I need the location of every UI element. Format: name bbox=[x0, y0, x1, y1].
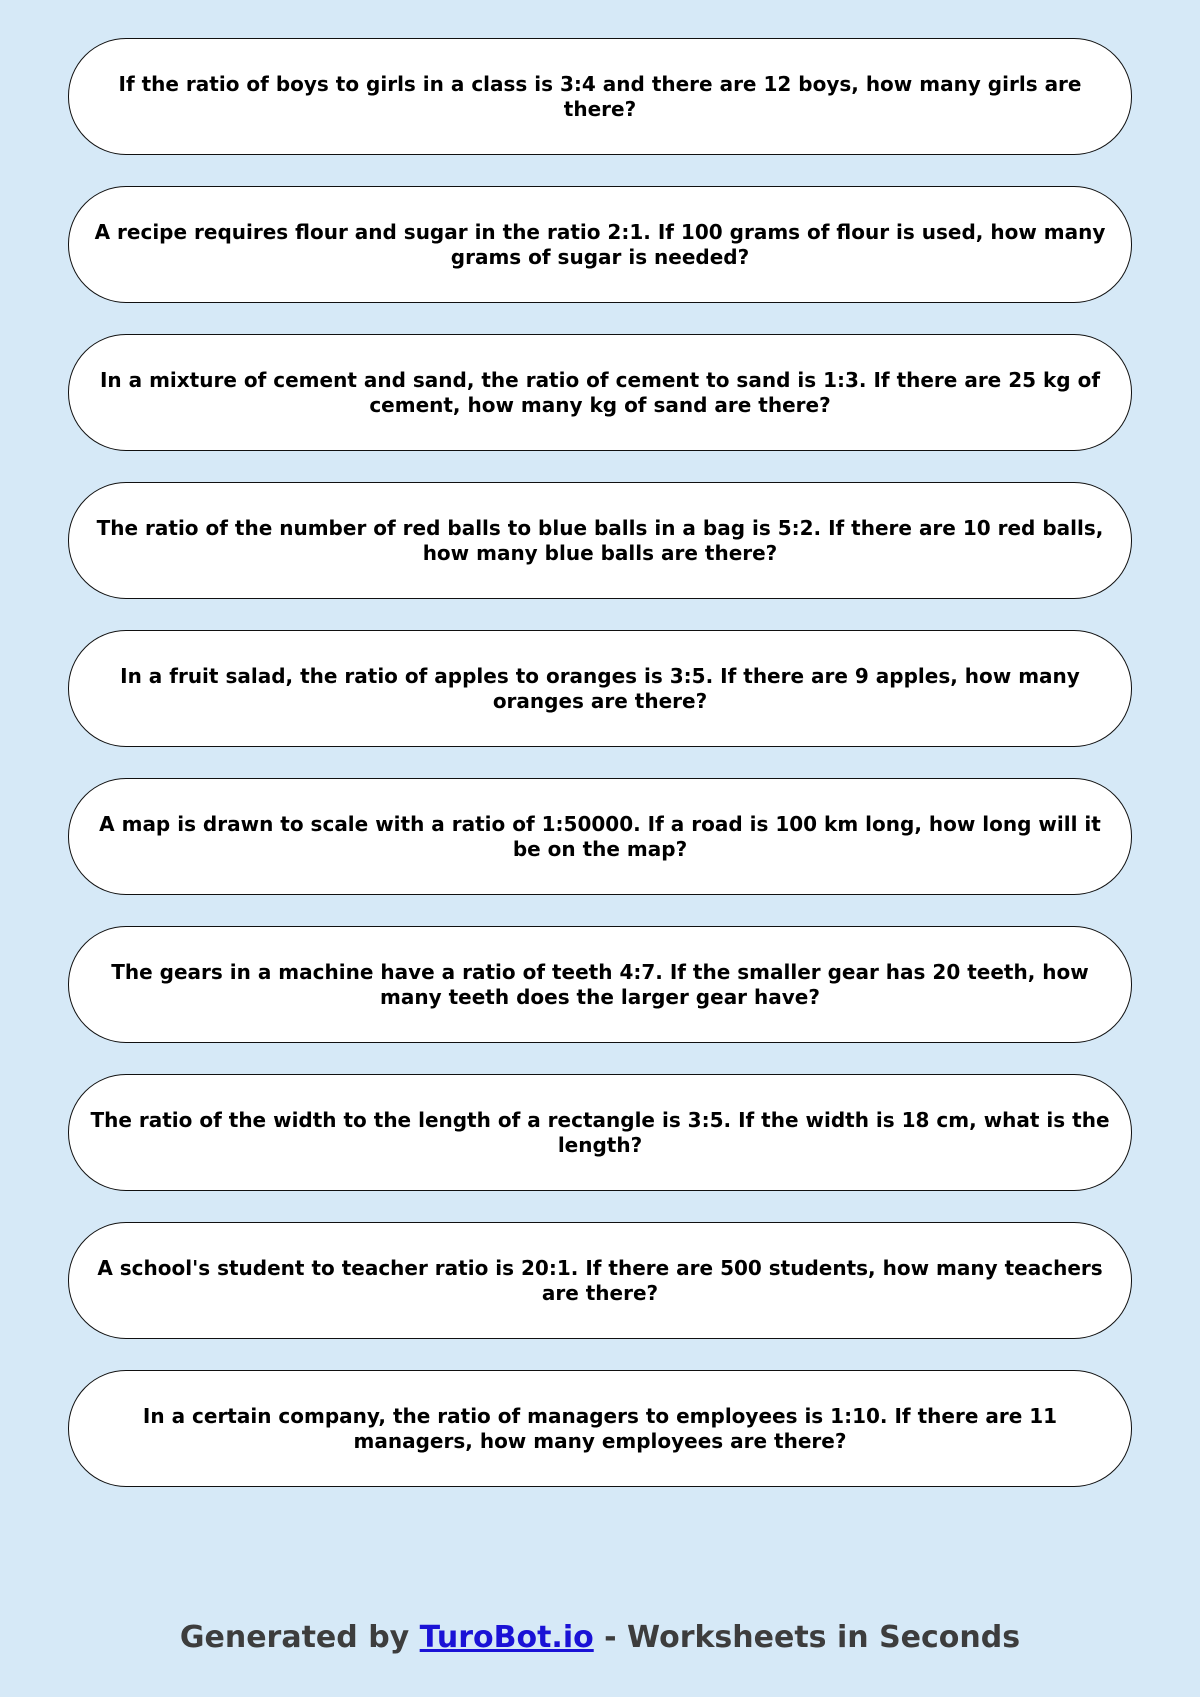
question-text: A school's student to teacher ratio is 20:1. If there are 500 students, how many teachers are there? bbox=[97, 1255, 1103, 1305]
question-text: In a fruit salad, the ratio of apples to oranges is 3:5. If there are 9 apples, how many oranges are there? bbox=[120, 663, 1080, 713]
question-card bbox=[68, 186, 1132, 303]
question-card bbox=[68, 778, 1132, 895]
question-text: The ratio of the number of red balls to blue balls in a bag is 5:2. If there are 10 red balls, how many blue balls are there? bbox=[96, 515, 1104, 565]
turobot-link[interactable]: TuroBot.io bbox=[419, 1620, 594, 1655]
question-card bbox=[68, 482, 1132, 599]
question-card bbox=[68, 38, 1132, 155]
question-card bbox=[68, 926, 1132, 1043]
question-text: The gears in a machine have a ratio of teeth 4:7. If the smaller gear has 20 teeth, how many teeth does the larger gear have? bbox=[111, 959, 1089, 1009]
question-list bbox=[68, 38, 1132, 1518]
question-card bbox=[68, 1370, 1132, 1487]
question-card bbox=[68, 1222, 1132, 1339]
question-text: If the ratio of boys to girls in a class is 3:4 and there are 12 boys, how many girls are there? bbox=[118, 71, 1082, 121]
question-text: In a certain company, the ratio of managers to employees is 1:10. If there are 11 managers, how many employees are there? bbox=[142, 1403, 1058, 1453]
question-text: The ratio of the width to the length of a rectangle is 3:5. If the width is 18 cm, what is the length? bbox=[90, 1107, 1110, 1157]
question-text: A map is drawn to scale with a ratio of 1:50000. If a road is 100 km long, how long will it be on the map? bbox=[99, 811, 1101, 861]
question-text: In a mixture of cement and sand, the ratio of cement to sand is 1:3. If there are 25 kg of cement, how many kg of sand are there? bbox=[99, 367, 1101, 417]
footer-prefix: Generated by bbox=[179, 1620, 420, 1655]
question-card bbox=[68, 1074, 1132, 1191]
question-card bbox=[68, 630, 1132, 747]
footer bbox=[0, 1620, 1200, 1655]
footer-suffix: - Worksheets in Seconds bbox=[593, 1620, 1021, 1655]
question-text: A recipe requires flour and sugar in the ratio 2:1. If 100 grams of flour is used, how many grams of sugar is needed? bbox=[94, 219, 1106, 269]
question-card bbox=[68, 334, 1132, 451]
